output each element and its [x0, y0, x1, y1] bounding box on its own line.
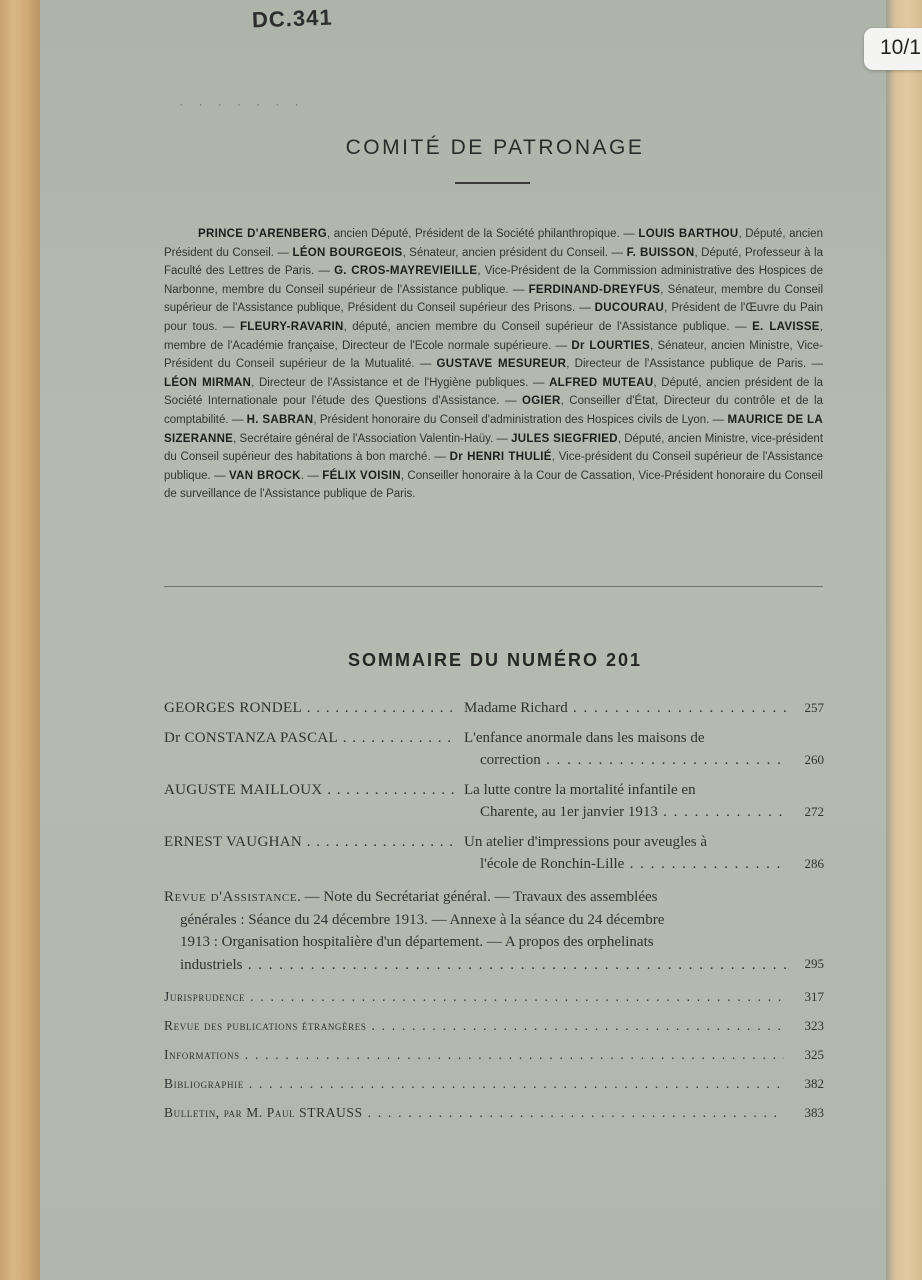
- toc-page: 317: [804, 989, 824, 1004]
- patron-description: , Président de l'Œuvre du Pain pour tous. —: [164, 302, 823, 333]
- toc-entry[interactable]: [164, 730, 824, 778]
- table-of-contents: [164, 700, 824, 1127]
- toc-section-label: Jurisprudence . . .: [164, 982, 784, 1011]
- patron-description: , ancien Député, Président de la Société philanthropique. —: [326, 228, 639, 240]
- toc-title: Madame Richard . . .: [464, 700, 786, 722]
- patron-description: , Directeur de l'Assistance publique de Paris. —: [566, 358, 823, 371]
- revue-line-1: [164, 886, 824, 909]
- patron-name: MAURICE DE LA SIZERANNE: [164, 413, 823, 445]
- patron-name: Dr HENRI THULIÉ: [449, 451, 552, 464]
- toc-page: 295: [804, 956, 824, 971]
- toc-entry[interactable]: [164, 834, 824, 886]
- toc-page: 323: [804, 1018, 824, 1033]
- toc-revue-entry[interactable]: [164, 886, 824, 976]
- patron-description: , député, ancien membre du Conseil supérieur de l'Assistance publique. —: [343, 320, 753, 333]
- patron-name: VAN BROCK: [229, 469, 301, 482]
- patron-name: JULES SIEGFRIED: [511, 432, 618, 445]
- patron-name: LÉON BOURGEOIS: [292, 246, 403, 259]
- patron-description: , Secrétaire général de l'Association Valentin-Haüy. —: [233, 432, 512, 445]
- toc-section-informations[interactable]: [164, 1040, 824, 1069]
- page-counter-badge[interactable]: 10/1: [864, 28, 922, 70]
- toc-title: La lutte contre la mortalité infantile en: [464, 782, 696, 798]
- patron-name: OGIER: [522, 395, 561, 408]
- toc-section-label: Bulletin, par M. Paul STRAUSS . . .: [164, 1098, 784, 1127]
- toc-page: 272: [804, 804, 824, 819]
- toc-page: 382: [804, 1076, 824, 1091]
- faded-print-marks: · · · · · · ·: [178, 100, 303, 112]
- patrons-paragraph: [164, 225, 823, 504]
- patron-description: , Directeur de l'Assistance et de l'Hygiène publiques. —: [251, 376, 550, 389]
- patron-name: FÉLIX VOISIN: [322, 469, 401, 482]
- patron-description: , Vice-président du Conseil supérieur de l'Assistance publique. —: [164, 451, 823, 482]
- handwritten-reference: DC.341: [251, 4, 333, 33]
- toc-section-jurisprudence[interactable]: [164, 982, 824, 1011]
- toc-entry[interactable]: [164, 700, 824, 730]
- comite-title: COMITÉ DE PATRONAGE: [345, 136, 645, 159]
- patron-name: PRINCE D'ARENBERG: [198, 228, 327, 240]
- patron-description: , Sénateur, ancien président du Conseil. —: [402, 246, 627, 259]
- toc-title-cont: correction . . .: [464, 752, 786, 774]
- patron-description: , Conseiller honoraire à la Cour de Cassation, Vice-Président honoraire du Conseil de surveillance de l'Assistance publique de Paris.: [164, 469, 823, 501]
- sommaire-title: SOMMAIRE DU NUMÉRO 201: [347, 650, 643, 670]
- scan-edge-right: [886, 0, 922, 1280]
- toc-section-bulletin[interactable]: [164, 1098, 824, 1127]
- toc-title: Un atelier d'impressions pour aveugles à: [464, 834, 708, 850]
- toc-section-bibliographie[interactable]: [164, 1069, 824, 1098]
- patron-description: , Député, ancien Ministre, vice-président du Conseil supérieur des habitations à bon marché. —: [164, 432, 824, 464]
- toc-title: L'enfance anormale dans les maisons de: [464, 730, 705, 746]
- patron-description: . —: [300, 469, 323, 482]
- patron-description: , Sénateur, ancien Ministre, Vice-Président du Conseil supérieur de la Mutualité. —: [164, 339, 823, 371]
- toc-section-label: Revue des publications étrangères . . .: [164, 1011, 784, 1040]
- revue-heading: Revue d'Assistance: [164, 889, 298, 905]
- patron-name: Dr LOURTIES: [571, 339, 650, 352]
- patron-name: FERDINAND-DREYFUS: [528, 283, 661, 296]
- toc-title-cont: Charente, au 1er janvier 1913 . . .: [464, 804, 786, 826]
- revue-line-2: générales : Séance du 24 décembre 1913. — Annexe à la séance du 24 décembre: [180, 911, 665, 928]
- patron-description: , Vice-Président de la Commission administrative des Hospices de Narbonne, membre du Conseil supérieur de l'Assistance publique. —: [164, 265, 823, 296]
- patron-name: F. BUISSON: [626, 246, 695, 259]
- title-divider: [455, 182, 530, 184]
- section-divider: [164, 586, 823, 587]
- patron-name: FLEURY-RAVARIN: [239, 320, 344, 333]
- patron-name: GUSTAVE MESUREUR: [436, 358, 567, 371]
- toc-author: GEORGES RONDEL . . .: [164, 700, 454, 722]
- toc-section-label: Bibliographie . . .: [164, 1069, 784, 1098]
- patron-name: DUCOURAU: [594, 302, 665, 315]
- patron-name: G. CROS-MAYREVIEILLE: [334, 265, 478, 278]
- patron-description: , Député, Professeur à la Faculté des Lettres de Paris. —: [164, 246, 823, 278]
- toc-entry[interactable]: [164, 782, 824, 830]
- patron-description: , Conseiller d'État, Directeur du contrôle et de la comptabilité. —: [164, 395, 823, 426]
- patron-description: , membre de l'Académie française, Directeur de l'Ecole normale supérieure. —: [164, 320, 823, 352]
- patron-description: , Député, ancien Président du Conseil. —: [164, 228, 823, 259]
- toc-author: Dr CONSTANZA PASCAL . . .: [164, 730, 454, 752]
- patron-name: ALFRED MUTEAU: [549, 376, 654, 389]
- patron-description: , Sénateur, membre du Conseil supérieur de l'Assistance publique, Président du Conseil supérieur des Prisons. —: [164, 283, 823, 315]
- toc-section-label: Informations . . .: [164, 1040, 784, 1069]
- revue-line-4: industriels . . .: [164, 954, 786, 977]
- patron-name: LOUIS BARTHOU: [638, 228, 739, 240]
- toc-page: 260: [804, 752, 824, 767]
- toc-title-cont: l'école de Ronchin-Lille . . .: [464, 856, 786, 878]
- revue-line-3: 1913 : Organisation hospitalière d'un département. — A propos des orphelinats: [180, 934, 654, 950]
- scan-edge-left: [0, 0, 40, 1280]
- patron-name: LÉON MIRMAN: [164, 376, 252, 389]
- toc-section-revue-publications[interactable]: [164, 1011, 824, 1040]
- patron-name: E. LAVISSE: [752, 320, 820, 333]
- patron-description: , Président honoraire du Conseil d'administration des Hospices civils de Lyon. —: [313, 413, 728, 426]
- toc-author: AUGUSTE MAILLOUX . . .: [164, 782, 454, 804]
- patron-name: H. SABRAN: [246, 413, 314, 426]
- patron-description: , Député, ancien président de la Société Internationale pour l'étude des Questions d'Assistance. —: [164, 376, 823, 408]
- revue-text: . — Note du Secrétariat général. — Travaux des assemblées: [297, 889, 658, 905]
- toc-page: 257: [804, 700, 824, 715]
- toc-author: ERNEST VAUGHAN . . .: [164, 834, 454, 856]
- toc-page: 286: [804, 856, 824, 871]
- toc-page: 325: [804, 1047, 824, 1062]
- toc-page: 383: [804, 1105, 824, 1120]
